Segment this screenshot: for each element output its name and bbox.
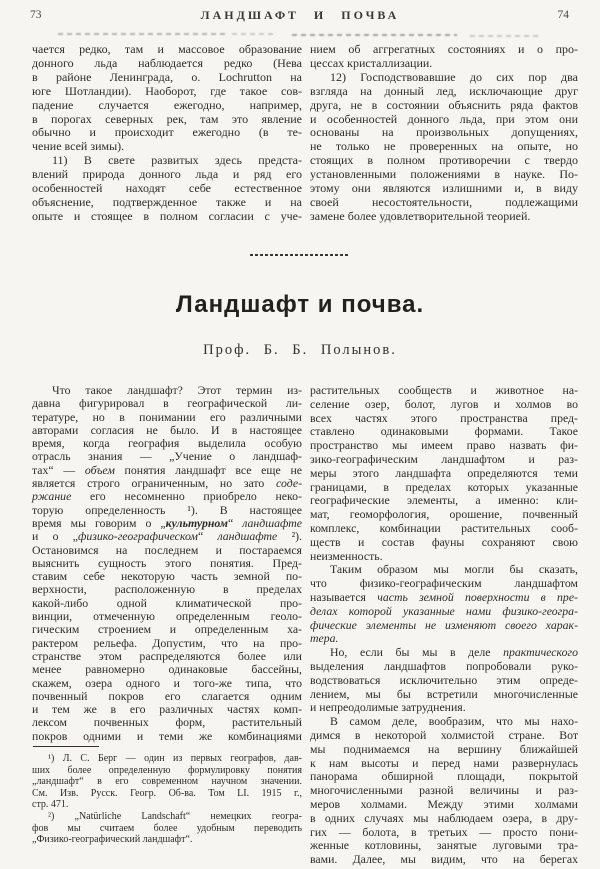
scan-smudge bbox=[58, 33, 228, 35]
text-segment: всех частях этого пространства пред- bbox=[310, 410, 578, 425]
text-line bbox=[310, 605, 578, 619]
text-line bbox=[310, 757, 578, 771]
text-line bbox=[310, 412, 578, 426]
text-line bbox=[32, 583, 302, 596]
text-line bbox=[32, 799, 302, 811]
text-line bbox=[310, 113, 578, 127]
text-line bbox=[310, 550, 578, 564]
text-segment: время мы говорим о „ bbox=[32, 515, 166, 530]
text-segment: Но, если бы мы в деле bbox=[330, 645, 504, 660]
top-right-column bbox=[310, 43, 578, 224]
text-line bbox=[310, 701, 578, 715]
text-segment: его несомненно приобрело неко- bbox=[71, 489, 302, 504]
text-segment: называется bbox=[310, 589, 378, 604]
text-segment: обычно и происходит ежегодно (в те- bbox=[32, 125, 302, 140]
text-segment: делах которой указанные нами физико-геогра- bbox=[310, 603, 578, 618]
text-segment: соде- bbox=[276, 476, 302, 491]
text-segment: культурном bbox=[165, 515, 228, 530]
text-segment: юге Шотландии). Наоборот, где такое сов- bbox=[32, 83, 302, 98]
text-line bbox=[310, 398, 578, 412]
text-segment: понятия ландшафт все еще не bbox=[114, 462, 302, 477]
text-segment: своей несостоятельности, подлежащими bbox=[310, 194, 578, 209]
text-line bbox=[32, 834, 302, 846]
text-line bbox=[32, 490, 302, 503]
text-segment: панорама обширной площади, покрытой bbox=[310, 769, 578, 784]
text-segment: падение случается ежегодно, например, bbox=[32, 97, 302, 112]
text-segment: мат, геоморфология, орошение, почвенный bbox=[310, 507, 578, 522]
text-line bbox=[310, 839, 578, 853]
section-divider-ornament bbox=[250, 254, 348, 256]
text-segment: в районе Ленинграда, о. Lochrutton на bbox=[32, 69, 302, 84]
text-line bbox=[310, 812, 578, 826]
text-line bbox=[310, 85, 578, 99]
text-segment: покров одними и теми же комбинациями bbox=[32, 728, 302, 743]
text-segment: Таким образом мы могли бы сказать, bbox=[330, 562, 578, 577]
footnote-separator bbox=[33, 746, 99, 747]
text-segment: скажем, озера одного и того-же типа, что bbox=[32, 675, 302, 690]
text-segment: димся в некоторой холмистой стране. Вот bbox=[310, 727, 578, 742]
text-segment: практического bbox=[503, 645, 578, 660]
text-line bbox=[32, 43, 302, 57]
text-line bbox=[32, 504, 302, 517]
text-segment: зико-географическим ландшафтом и раз- bbox=[310, 451, 578, 466]
text-line bbox=[310, 182, 578, 196]
text-line bbox=[310, 784, 578, 798]
text-line bbox=[310, 536, 578, 550]
text-line bbox=[310, 439, 578, 453]
text-segment: неизменность. bbox=[310, 548, 383, 563]
text-line bbox=[32, 663, 302, 676]
text-line bbox=[310, 210, 578, 224]
text-segment: объяснение, подтвержденное также и на bbox=[32, 194, 302, 209]
text-segment: почвенный покров его слагается одним bbox=[32, 688, 302, 703]
text-segment: „Физико-географический ландшафт“. bbox=[32, 834, 193, 846]
text-segment: селение озер, болот, лугов и холмов во bbox=[310, 396, 578, 411]
text-line bbox=[32, 690, 302, 703]
text-line bbox=[32, 557, 302, 570]
text-line bbox=[310, 853, 578, 867]
text-segment: выяснить сущность этого понятия. Пред- bbox=[32, 555, 302, 570]
text-segment: ландшафте bbox=[217, 529, 278, 544]
text-segment: рактером рельефа. Допустим, что на про- bbox=[32, 635, 302, 650]
text-segment: какой-либо одной климатической про- bbox=[32, 595, 302, 610]
text-segment: географические элементы, а именно: кли- bbox=[310, 493, 578, 508]
text-segment: и непреодолимые затруднения. bbox=[310, 700, 466, 715]
text-segment: замене более удовлетворительной теорией. bbox=[310, 208, 531, 223]
text-line bbox=[310, 196, 578, 210]
text-segment: взгляда на донный лед, исключающие друг bbox=[310, 83, 578, 98]
text-segment: донного льда наблюдается редко (Нева bbox=[32, 55, 302, 70]
text-segment: лексом почвенных форм, растительный bbox=[32, 715, 302, 730]
text-segment: этому они являются излишними и, в виду bbox=[310, 181, 578, 196]
text-segment: лением, мы бы встретили многочисленные bbox=[310, 686, 578, 701]
article-title: Ландшафт и почва. bbox=[175, 291, 425, 318]
text-line bbox=[32, 530, 302, 543]
text-segment: ших более определенную формулировку понятия bbox=[32, 764, 302, 776]
text-segment: комплекс, комбинации растительных сооб- bbox=[310, 520, 578, 535]
text-line bbox=[32, 71, 302, 85]
text-line bbox=[32, 384, 302, 397]
text-line bbox=[32, 182, 302, 196]
text-segment: влений природа донного льда и ряд его bbox=[32, 167, 302, 182]
scan-smudge bbox=[470, 35, 540, 37]
text-segment: ¹) Л. С. Берг — один из первых географов, дав- bbox=[48, 753, 302, 764]
text-segment: меров холмами. Между этими холмами bbox=[310, 796, 578, 811]
text-line bbox=[32, 517, 302, 530]
text-segment: и о „ bbox=[32, 529, 79, 544]
text-segment: 11) В свете развитых здесь предста- bbox=[52, 153, 302, 168]
text-segment: В самом деле, вообразим, что мы нахо- bbox=[330, 714, 578, 729]
text-segment: водствоваться исключительно этим опреде- bbox=[310, 672, 578, 687]
text-line bbox=[32, 450, 302, 463]
text-line bbox=[32, 99, 302, 113]
text-line bbox=[310, 57, 578, 71]
text-segment: время, когда география выделила особую bbox=[32, 436, 302, 451]
text-line bbox=[32, 126, 302, 140]
footnotes bbox=[32, 753, 302, 846]
article-author: Проф. Б. Б. Полынов. bbox=[203, 342, 397, 358]
text-segment: торую определенность ¹). В настоящее bbox=[32, 502, 302, 517]
text-segment: давна фигурировал в географической ли- bbox=[32, 396, 302, 411]
text-segment: установленными положениями в науке. По- bbox=[310, 167, 578, 182]
text-line bbox=[32, 811, 302, 823]
text-line bbox=[32, 650, 302, 663]
text-segment: в порогах северных рек, там это явление bbox=[32, 111, 302, 126]
text-segment: многочисленными разной величины и раз- bbox=[310, 783, 578, 798]
text-segment: и особенностей донного льда, при этом они bbox=[310, 111, 578, 126]
text-segment: отрасль знания — „Учение о ландшаф- bbox=[32, 449, 302, 464]
text-line bbox=[32, 597, 302, 610]
text-segment: 12) Господствовавшие до сих пор два bbox=[330, 69, 578, 84]
text-line bbox=[310, 715, 578, 729]
text-line bbox=[32, 424, 302, 437]
text-line bbox=[32, 477, 302, 490]
text-line bbox=[32, 703, 302, 716]
text-segment: “ bbox=[197, 529, 218, 544]
text-line bbox=[310, 453, 578, 467]
text-line bbox=[32, 113, 302, 127]
text-segment: женные котловины, занятые луговыми тра- bbox=[310, 838, 578, 853]
text-line bbox=[32, 823, 302, 835]
scan-smudge bbox=[292, 34, 457, 36]
text-line bbox=[310, 494, 578, 508]
text-segment: ществ и состав фауны сохраняют свою bbox=[310, 534, 578, 549]
text-line bbox=[32, 610, 302, 623]
text-segment: часть земной поверхности в пре- bbox=[377, 589, 578, 604]
text-line bbox=[32, 411, 302, 424]
text-segment: нием об аггрегатных состояниях и о про- bbox=[310, 42, 578, 56]
text-line bbox=[32, 570, 302, 583]
text-segment: в одних случаях мы наблюдаем озера, в дру- bbox=[310, 810, 578, 825]
text-segment: стоящих в полном противоречии с твердо bbox=[310, 153, 578, 168]
text-segment: выделения ландшафтов попробовали руко- bbox=[310, 658, 578, 673]
text-segment: меры этого ландшафта определяются теми bbox=[310, 465, 578, 480]
text-segment: тера. bbox=[310, 631, 339, 646]
text-line bbox=[310, 729, 578, 743]
text-segment: ландшафте bbox=[242, 515, 302, 530]
top-left-column bbox=[32, 43, 302, 224]
text-segment: тах“ — bbox=[32, 462, 85, 477]
text-line bbox=[310, 425, 578, 439]
text-segment: и тем же в его различных частях комп- bbox=[32, 702, 302, 717]
text-segment: менее равномерно одинаковые бассейны, bbox=[32, 662, 302, 677]
text-segment: гих — болота, в третьих — просто пони- bbox=[310, 824, 578, 839]
text-line bbox=[32, 730, 302, 743]
text-line bbox=[32, 85, 302, 99]
text-segment: „ландшафт“ в его современном научном значении. bbox=[32, 776, 302, 788]
text-line bbox=[310, 646, 578, 660]
text-line bbox=[32, 437, 302, 450]
text-line bbox=[32, 716, 302, 729]
text-line bbox=[32, 57, 302, 71]
text-line bbox=[310, 770, 578, 784]
text-line bbox=[310, 99, 578, 113]
text-segment: мы поднимаемся на вершину ближайшей bbox=[310, 741, 578, 756]
text-segment: пространство мы имеем право назвать фи- bbox=[310, 438, 578, 453]
text-line bbox=[310, 384, 578, 398]
text-line bbox=[310, 632, 578, 646]
text-line bbox=[310, 619, 578, 633]
text-line bbox=[310, 743, 578, 757]
text-line bbox=[32, 210, 302, 224]
text-segment: растительных сообществ и животное на- bbox=[310, 383, 578, 397]
page-number-right: 74 bbox=[557, 9, 569, 21]
page-number-left: 73 bbox=[30, 9, 42, 21]
text-line bbox=[32, 776, 302, 788]
text-segment: вами. Далее, мы видим, что на берегах bbox=[310, 852, 578, 867]
text-segment: друга, не в состоянии объяснить ряда фактов bbox=[310, 97, 578, 112]
text-segment: объем bbox=[84, 462, 115, 477]
previous-article-end bbox=[32, 43, 578, 224]
text-line bbox=[310, 481, 578, 495]
text-segment: цессах кристаллизации. bbox=[310, 55, 433, 70]
text-segment: границами, в пределах которых указанные bbox=[310, 479, 578, 494]
text-line bbox=[310, 154, 578, 168]
text-segment: особенностей находят себе естественное bbox=[32, 181, 302, 196]
text-segment: стр. 471. bbox=[32, 799, 69, 811]
text-line bbox=[32, 168, 302, 182]
text-segment: опыте и стоящее в полном согласии с уче- bbox=[32, 208, 302, 223]
running-title: ЛАНДШАФТ И ПОЧВА bbox=[200, 8, 400, 22]
text-line bbox=[310, 798, 578, 812]
text-line bbox=[32, 196, 302, 210]
text-segment: авторами согласия не было. И в настоящее bbox=[32, 422, 302, 437]
text-line bbox=[310, 688, 578, 702]
body-right-column bbox=[310, 384, 578, 867]
text-line bbox=[310, 522, 578, 536]
text-segment: чение всей зимы). bbox=[32, 139, 125, 154]
text-line bbox=[32, 154, 302, 168]
text-line bbox=[32, 765, 302, 777]
text-segment: ²) „Natürliche Landschaft“ немецких геогра- bbox=[48, 810, 302, 822]
text-segment: странстве этом распределяются более или bbox=[32, 648, 302, 663]
text-segment: не только не проверенных на опыте, но bbox=[310, 139, 578, 154]
text-segment: См. Изв. Русск. Геогр. Об-ва. Том LI. 1915 г., bbox=[32, 787, 302, 799]
text-line bbox=[310, 508, 578, 522]
text-line bbox=[32, 140, 302, 154]
text-segment: к нам высоты и перед нами развернулась bbox=[310, 755, 578, 770]
text-segment: что физико-географическим ландшафтом bbox=[310, 576, 578, 591]
text-line bbox=[310, 563, 578, 577]
text-line bbox=[310, 43, 578, 57]
text-segment: “ bbox=[227, 515, 243, 530]
text-segment: Остановимся на последнем и постараемся bbox=[32, 542, 302, 557]
text-line bbox=[310, 168, 578, 182]
text-segment: ржание bbox=[32, 489, 72, 504]
text-line bbox=[310, 826, 578, 840]
text-line bbox=[310, 126, 578, 140]
text-line bbox=[310, 577, 578, 591]
text-line bbox=[310, 140, 578, 154]
text-segment: фов мы считаем более удобным переводить bbox=[32, 822, 302, 834]
text-line bbox=[310, 674, 578, 688]
text-segment: ²). bbox=[277, 529, 302, 544]
text-line bbox=[32, 464, 302, 477]
text-line bbox=[310, 71, 578, 85]
text-segment: гическим строением и определенным ха- bbox=[32, 622, 302, 637]
text-line bbox=[32, 623, 302, 636]
text-segment: ставлено одинаковыми формами. Такое bbox=[310, 424, 578, 439]
text-line bbox=[32, 637, 302, 650]
text-segment: винции, отмеченную определенным геоло- bbox=[32, 609, 302, 624]
text-segment: является строго ограниченным, но зато bbox=[32, 476, 277, 491]
text-segment: фические элементы не изменяют своего харак- bbox=[310, 617, 578, 632]
text-line bbox=[310, 660, 578, 674]
text-segment: физико-географическом bbox=[78, 529, 198, 544]
text-segment: тературе, но в понимании его различными bbox=[32, 409, 302, 424]
text-line bbox=[32, 397, 302, 410]
text-line bbox=[32, 788, 302, 800]
text-segment: ставим себе некоторую часть земной по- bbox=[32, 569, 302, 584]
text-line bbox=[310, 591, 578, 605]
text-line bbox=[32, 677, 302, 690]
scan-smudge bbox=[232, 33, 277, 35]
text-line bbox=[32, 544, 302, 557]
text-segment: Что такое ландшафт? Этот термин из- bbox=[52, 383, 302, 397]
text-segment: чается редко, там и массовое образование bbox=[32, 42, 302, 56]
text-segment: основаны на произвольных допущениях, bbox=[310, 125, 578, 140]
text-segment: верхности, расположенную в пределах bbox=[32, 582, 302, 597]
text-line bbox=[32, 753, 302, 765]
text-line bbox=[310, 467, 578, 481]
